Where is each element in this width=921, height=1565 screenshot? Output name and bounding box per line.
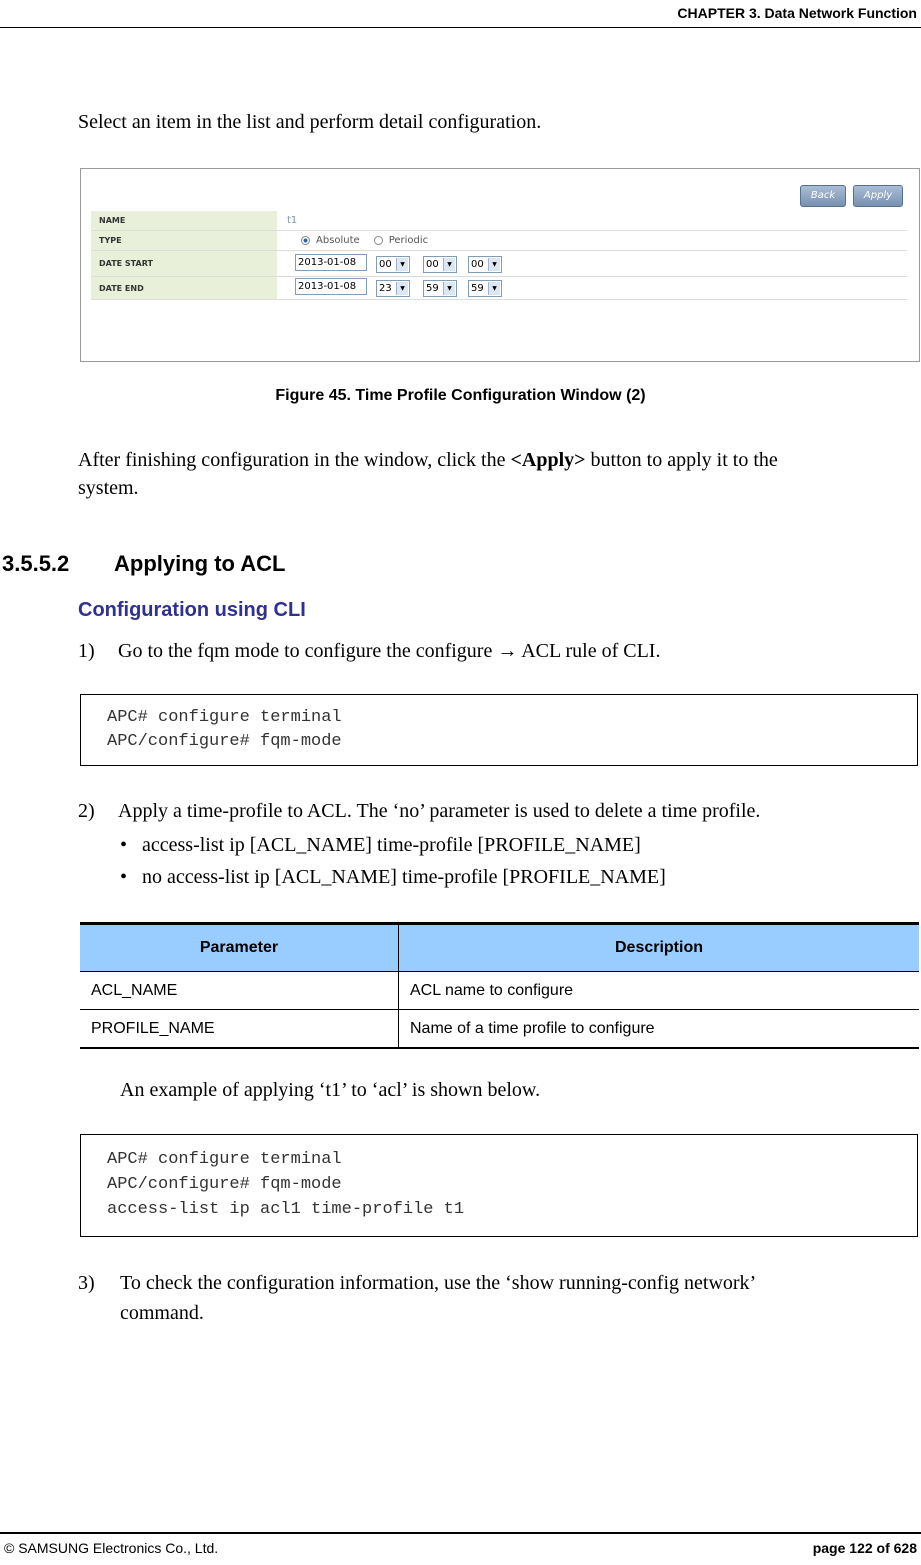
apply-text-line2: system.	[78, 477, 139, 499]
chevron-down-icon: ▼	[396, 282, 408, 295]
code-line: APC/configure# fqm-mode	[107, 732, 342, 751]
footer-divider	[0, 1532, 921, 1534]
bullet-item: access-list ip [ACL_NAME] time-profile [PROFILE_NAME]	[142, 834, 641, 856]
date-start-label: DATE START	[91, 251, 277, 276]
chevron-down-icon: ▼	[443, 258, 455, 271]
intro-paragraph: Select an item in the list and perform detail configuration.	[78, 111, 542, 133]
table-cell: PROFILE_NAME	[80, 1010, 399, 1049]
code-line: access-list ip acl1 time-profile t1	[107, 1200, 465, 1219]
time-profile-config-screenshot	[80, 168, 920, 362]
back-button[interactable]: Back	[800, 185, 846, 207]
step-3-text: To check the configuration information, use the ‘show running-config network’	[120, 1272, 757, 1294]
step-2-number: 2)	[78, 800, 95, 822]
name-label: NAME	[91, 211, 277, 230]
absolute-radio[interactable]	[301, 236, 310, 245]
chevron-down-icon: ▼	[443, 282, 455, 295]
section-number: 3.5.5.2	[2, 551, 70, 576]
start-second-value: 00	[471, 259, 484, 270]
subsection-heading: Configuration using CLI	[78, 599, 306, 621]
parameter-table	[80, 922, 919, 1049]
bullet-item: no access-list ip [ACL_NAME] time-profile [PROFILE_NAME]	[142, 866, 666, 888]
periodic-radio[interactable]	[374, 236, 383, 245]
start-hour-select[interactable]	[376, 256, 410, 273]
table-row	[80, 972, 919, 1010]
header-divider	[0, 27, 921, 28]
date-end-input[interactable]: 2013-01-08	[295, 278, 367, 295]
step-3-text-line2: command.	[120, 1302, 204, 1324]
type-options	[287, 231, 907, 250]
step-2-text: Apply a time-profile to ACL. The ‘no’ parameter is used to delete a time profile.	[118, 800, 761, 822]
apply-text-part2: button to apply it to the	[585, 449, 778, 471]
table-cell: ACL_NAME	[80, 972, 399, 1010]
table-row	[80, 1010, 919, 1049]
form-row-name	[91, 211, 907, 231]
code-block-2	[80, 1134, 918, 1237]
end-second-value: 59	[471, 283, 484, 294]
form-row-date-end	[91, 277, 907, 300]
footer-copyright: © SAMSUNG Electronics Co., Ltd.	[4, 1540, 219, 1556]
absolute-radio-label: Absolute	[316, 235, 360, 246]
start-minute-value: 00	[426, 259, 439, 270]
step-1-number: 1)	[78, 640, 95, 662]
periodic-radio-label: Periodic	[388, 235, 429, 246]
page-number: page 122 of 628	[812, 1540, 917, 1556]
end-hour-select[interactable]	[376, 280, 410, 297]
table-header-description: Description	[399, 924, 920, 972]
date-end-label: DATE END	[91, 277, 277, 299]
section-title: Applying to ACL	[114, 551, 286, 576]
chevron-down-icon: ▼	[396, 258, 408, 271]
code-line: APC# configure terminal	[107, 1150, 342, 1169]
step-3-number: 3)	[78, 1272, 95, 1294]
end-minute-value: 59	[426, 283, 439, 294]
form-row-date-start	[91, 251, 907, 277]
form-row-type	[91, 231, 907, 251]
end-hour-value: 23	[379, 283, 392, 294]
chevron-down-icon: ▼	[488, 258, 500, 271]
table-cell: Name of a time profile to configure	[399, 1010, 920, 1049]
step-1-text: Go to the fqm mode to configure the configure → ACL rule of CLI.	[118, 640, 661, 662]
start-minute-select[interactable]	[423, 256, 457, 273]
date-start-input[interactable]: 2013-01-08	[295, 254, 367, 271]
bullet-icon: •	[120, 834, 128, 856]
apply-text-part1: After finishing configuration in the window, click the	[78, 449, 511, 471]
table-cell: ACL name to configure	[399, 972, 920, 1010]
apply-text-bold: <Apply>	[510, 449, 586, 471]
type-label: TYPE	[91, 231, 277, 250]
apply-instruction-paragraph	[78, 446, 898, 502]
date-end-controls	[287, 277, 907, 299]
start-second-select[interactable]	[468, 256, 502, 273]
code-line: APC/configure# fqm-mode	[107, 1175, 342, 1194]
end-minute-select[interactable]	[423, 280, 457, 297]
end-second-select[interactable]	[468, 280, 502, 297]
apply-button[interactable]: Apply	[853, 185, 903, 207]
chevron-down-icon: ▼	[488, 282, 500, 295]
code-line: APC# configure terminal	[107, 708, 342, 727]
table-header-parameter: Parameter	[80, 924, 399, 972]
date-start-controls	[287, 251, 907, 276]
section-heading	[2, 551, 286, 577]
figure-caption: Figure 45. Time Profile Configuration Window (2)	[275, 387, 646, 404]
chapter-header: CHAPTER 3. Data Network Function	[677, 5, 917, 21]
name-value: t1	[287, 215, 298, 226]
code-block-1	[80, 694, 918, 766]
start-hour-value: 00	[379, 259, 392, 270]
bullet-icon: •	[120, 866, 128, 888]
table-header-row	[80, 924, 919, 972]
example-paragraph: An example of applying ‘t1’ to ‘acl’ is shown below.	[120, 1079, 541, 1101]
